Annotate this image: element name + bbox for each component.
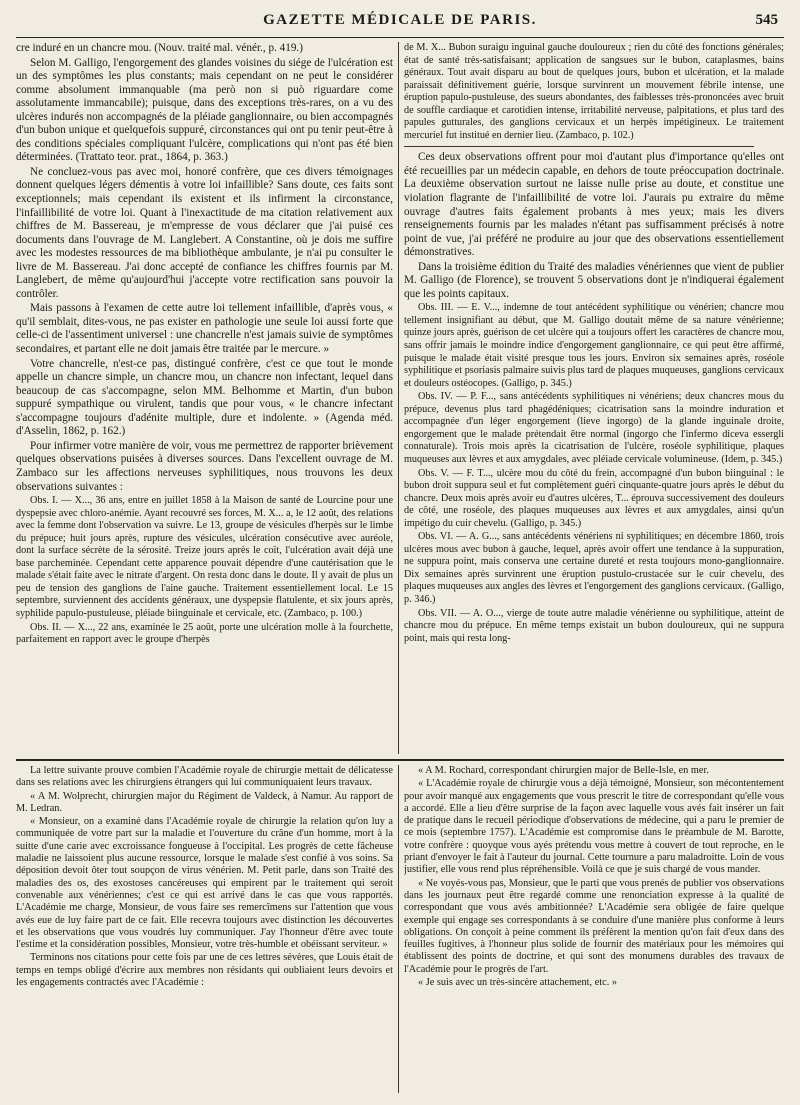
letter-closing: « Je suis avec un très-sincère attachement, etc. » <box>418 977 617 989</box>
lower-right-column <box>404 765 784 1093</box>
paragraph: Ces deux observations offrent pour moi d'autant plus d'importance qu'elles ont été recueillies par un médecin capable, en dehors de toute préoccupation doctrinale. La deuxième observation surtout ne laisse nulle prise au doute, et constitue une violation flagrante de l'infaillibilité de votre loi. J'aurais pu extraire du même ouvrage d'autres faits également probants à mes yeux; mais les divers renseignements fournis par les malades n'étant pas suffisamment précisés à notre point de vue, j'ai préféré ne produire au jour que des observations essentiellement démonstratives. <box>404 151 784 259</box>
letter-address: « A M. Wolprecht, chirurgien major du Régiment de Valdeck, à Namur. Au rapport de M. Ledran. <box>16 790 393 814</box>
observation: Obs. VII. — A. O..., vierge de toute autre maladie vénérienne ou syphilitique, atteint de chancre mou du prépuce. En même temps existait un bubon douloureux, qui ne suppura point, mais qui resta long- <box>404 607 784 644</box>
letter-body: « Monsieur, on a examiné dans l'Académie royale de chirurgie la relation qu'on luy a communiquée de votre part sur la maladie et l'ouverture du crâne d'un homme, mort à la suitte d'une carie avec excroissance fongueuse à l'occipital. Les progrès de cette fâcheuse maladie ne laissoient plus aucune ressource, lorsque le malade s'est confié à vos soins. Sa déposition devoit ôter tout soupçon de virus vénérien. M. Petit parle, dans son Traité des maladies des os, des exostoses cancéreuses qui empirent par le traitement qui seroit convenable aux vénériennes; c'est ce qui est arrivé dans le cas que vous rapportés. L'Académie me charge, Monsieur, de vous faire ses remercîmens sur l'attention que vous avés eue de luy faire part de ce fait. Elle recevra toujours avec distinction les découvertes et les observations que vous voudrés luy communiquer. J'ay l'honneur d'être avec toute l'estime et la considération possibles, Monsieur, votre très-humble et obéissant serviteur. » <box>16 816 393 951</box>
paragraph: Terminons nos citations pour cette fois par une de ces lettres sévères, que Louis était de temps en temps obligé d'écrire aux membres non résidants qui oubliaient leurs devoirs et les engagements contractés avec l'Académie : <box>16 952 393 989</box>
paragraph: Ne concluez-vous pas avec moi, honoré confrère, que ces divers témoignages donnent quelques légers démentis à votre loi infaillible? Sans doute, ces faits sont exceptionnels; mais cependant ils existent et ils infirment la circonstance, l'infaillibilité de votre loi. Quant à l'inexactitude de ma citation relativement aux chiffres de M. Bassereau, je m'empresse de vous déclarer que j'ai puisé ces documents dans l'ouvrage de M. Langlebert. A Constantine, où je dois me suffire avec les modestes ressources de ma bibliothèque ambulante, je n'ai pu consulter le livre de M. Bassereau. J'ai donc accepté de confiance les chiffres fournis par M. Langlebert, de même qu'aujourd'hui j'accepte votre rectification sans pouvoir la contrôler. <box>16 165 393 300</box>
page-header <box>16 12 784 32</box>
section-rule <box>16 759 784 761</box>
letter-body: « L'Académie royale de chirurgie vous a déjà témoigné, Monsieur, son mécontentement pour avoir manqué aux engagements que vous prescrit le titre de correspondant qu'elle vous a accordé. Elle a lieu d'être surprise de la façon avec laquelle vous avés fait insérer un fait de pratique dans le recueil périodique d'observations de médecine, qui a paru le premier de ce mois (septembre 1757). L'Académie est compromise dans le préambule de M. Barotte, votre confrère : quoyque vous ayés prétendu vous mettre à couvert de tout reproche, en le priant d'envoyer le fait à l'auteur du journal. Cette tournure a paru maladroitte. Loin de vous justifier, elle vous rend plus répréhensible. Voilà ce que je suis chargé de vous mander. <box>404 778 784 876</box>
lower-left-column <box>16 765 393 1093</box>
observation: Obs. V. — F. T..., ulcère mou du côté du frein, accompagné d'un bubon biinguinal : le bubon droit suppura seul et fut complètement guéri cinquante-quatre jours après le début du chancre. Deux mois après avoir eu d'autres ulcères, T... éprouva successivement des douleurs de côté, une roséole, des plaques muqueuses aux lèvres et aux amygdales, ainsi qu'un impétigo du cuir chevelu. (Galligo, p. 345.) <box>404 467 784 529</box>
letter-body: « Ne voyés-vous pas, Monsieur, que le parti que vous prenés de publier vos observations dans les journaux peut être regardé comme une renonciation expresse à la qualité de correspondant que vous avés ambitionnée? L'Académie sera obligée de faire quelque exemple qui engage ses correspondants à se conduire d'une manière plus conforme à leurs obligations. On conçoit à peine comment ils préfèrent la mention qu'on fait d'eux dans des feuilles fugitives, à l'honneur plus solide de fournir des matériaux pour les mémoires qui établissent des points de doctrine, et qui sont des monumens durables des travaux de l'Académie pour le progrès de l'art. <box>404 877 784 975</box>
upper-left-column <box>16 42 393 754</box>
paragraph: Selon M. Galligo, l'engorgement des glandes voisines du siége de l'ulcération est un des symptômes les plus constants; mais cependant on ne peut le considérer comme absolument immanquable (ma però non si può riguardare come assolutamente immancabile); puisque, dans des exceptions très-rares, on a vu des ulcères indurés non accompagnés de la pléiade ganglionnaire, ou bien accompagnés d'un bubon unique et quelquefois suppuré, circonstances qui ont pu tenir peut-être à des conditions spéciales compliquant l'ulcère, complications qui n'ont pas été bien déterminées. (Trattato teor. prat., 1864, p. 363.) <box>16 56 393 164</box>
page-number: 545 <box>755 12 778 28</box>
section-separator <box>404 146 754 147</box>
letter-address: « A M. Rochard, correspondant chirurgien major de Belle-Isle, en mer. <box>418 765 709 776</box>
column-divider <box>398 765 399 1093</box>
paragraph: Pour infirmer votre manière de voir, vous me permettrez de rapporter brièvement quelques observations puisées à diverses sources. Dans l'excellent ouvrage de M. Zambaco sur les affections nerveuses syphilitiques, nous trouvons les deux observations suivantes : <box>16 439 393 493</box>
paragraph: Votre chancrelle, n'est-ce pas, distingué confrère, c'est ce que tout le monde appelle un chancre simple, un chancre mou, un chancre non infectant, lequel dans beaucoup de cas s'accompagne, selon MM. Belhomme et Martin, d'un bubon suppuré sympathique ou virulent, tandis que pour vous, « le chancre infectant s'accompagne toujours d'adénite multiple, dure et indolente. » (Agenda méd. d'Asselin, 1862, p. 162.) <box>16 357 393 438</box>
observation: Obs. IV. — P. F..., sans antécédents syphilitiques ni vénériens; deux chancres mous du prépuce, devenus plus tard phagédéniques; cicatrisation sans la moindre induration et accompagnée d'un léger engorgement (lieve ingorgo) de la glande inguinale droite, engorgement que le malade prétendait être normal (ingorgo che l'infermo diceva essergli connaturale). Trois mois après la cicatrisation de l'ulcère, roséole syphilitique, plaques muqueuses aux lèvres et aux amygdales, avec pléiade cervicale volumineuse. (Idem, p. 345.) <box>404 391 784 465</box>
paragraph: Dans la troisième édition du Traité des maladies vénériennes que vient de publier M. Galligo (de Florence), se trouvent 5 observations dont je n'indiquerai également que les points capitaux. <box>404 260 784 300</box>
observation: Obs. VI. — A. G..., sans antécédents vénériens ni syphilitiques; en décembre 1860, trois ulcères mous avec bubon à gauche, lequel, après avoir offert une tendance à la suppuration, ne suppura point, mais conserva une certaine dureté et resta toujours mono-ganglionnaire. Dix semaines après survinrent une éruption pustulo-crustacée sur le cuir chevelu, des plaques muqueuses aux angles des lèvres et l'engorgement des ganglions cervicaux. (Galligo, p. 346.) <box>404 531 784 605</box>
paragraph: La lettre suivante prouve combien l'Académie royale de chirurgie mettait de délicatesse dans ses relations avec les chirurgiens étrangers qui lui communiquaient leurs travaux. <box>16 765 393 789</box>
paragraph: Mais passons à l'examen de cette autre loi tellement infaillible, d'après vous, « qu'il semblait, dites-vous, ne pas exister en pathologie une seule loi aussi forte que celle-ci de l'assentiment universel : une chancrelle n'est jamais suivie de symptômes secondaires, et partant elle ne doit jamais être traitée par le mercure. » <box>16 302 393 356</box>
header-rule <box>16 37 784 38</box>
observation: Obs. III. — E. V..., indemne de tout antécédent syphilitique ou vénérien; chancre mou tellement insignifiant au début, que M. Galligo doutait même de sa nature vénérienne; quinze jours après, guérison de cet ulcère qui a toujours offert les caractères de chancre mou, sans offrir jamais le moindre indice d'engorgement ganglionnaire, ce qui peut être affirmé, puisque le malade était visité presque tous les jours. Environ six semaines après, roséole syphilitique et psoriasis palmaire suivis plus tard de plaques muqueuses, ganglions cervicaux et douleurs ostéocopes. (Galligo, p. 345.) <box>404 302 784 389</box>
observation: de M. X... Bubon suraigu inguinal gauche douloureux ; rien du côté des fonctions générales; état de santé très-satisfaisant; application de sangsues sur le bubon, cataplasmes, bains généraux. Tout avait disparu au bout de quelques jours, bubon et ulcération, et la malade paraissait définitivement guérie, lorsque survinrent un mouvement fébrile intense, une éruption papulo-pustuleuse, des sueurs abondantes, des faiblesses très-prononcées avec bruit de souffle cardiaque et carotidien intense, irritabilité nerveuse, palpitations, et plus tard des papules gutturales, des ganglions cervicaux et un herpès impétigineux. Le traitement mercuriel fut institué en dernier lieu. (Zambaco, p. 102.) <box>404 42 784 141</box>
observation: Obs. II. — X..., 22 ans, examinée le 25 août, porte une ulcération molle à la fourchette, parfaitement en rapport avec le groupe d'herpès <box>16 621 393 646</box>
paragraph: cre induré en un chancre mou. (Nouv. traité mal. vénér., p. 419.) <box>16 42 303 54</box>
column-divider <box>398 42 399 754</box>
journal-title: GAZETTE MÉDICALE DE PARIS. <box>263 12 537 28</box>
upper-right-column <box>404 42 784 754</box>
observation: Obs. I. — X..., 36 ans, entre en juillet 1858 à la Maison de santé de Lourcine pour une dyspepsie avec chloro-anémie. Ayant recouvré ses forces, M. X... a, le 12 août, des relations avec la femme dont l'observation va suivre. Le 13, groupe de vésicules d'herpès sur le limbe du prépuce; huit jours après, rupture des vésicules, ulcération consécutive avec auréole, dont la surface sécrète de la sérosité. Treize jours après le coït, l'ulcération avait déjà une base parcheminée. Cependant cette apparence pouvait dépendre d'une cautérisation que le malade s'était faite avec le nitrate d'argent. On resta donc dans le doute. Il y avait de plus un peu de tension des ganglions de l'aine gauche. Traitement essentiellement local. Le 15 septembre, surviennent des accidents généraux, une dyspepsie flatulente, et six jours après, syphilide papulo-pustuleuse, pléiade biinguinale et cervicale, etc. (Zambaco, p. 100.) <box>16 495 393 619</box>
